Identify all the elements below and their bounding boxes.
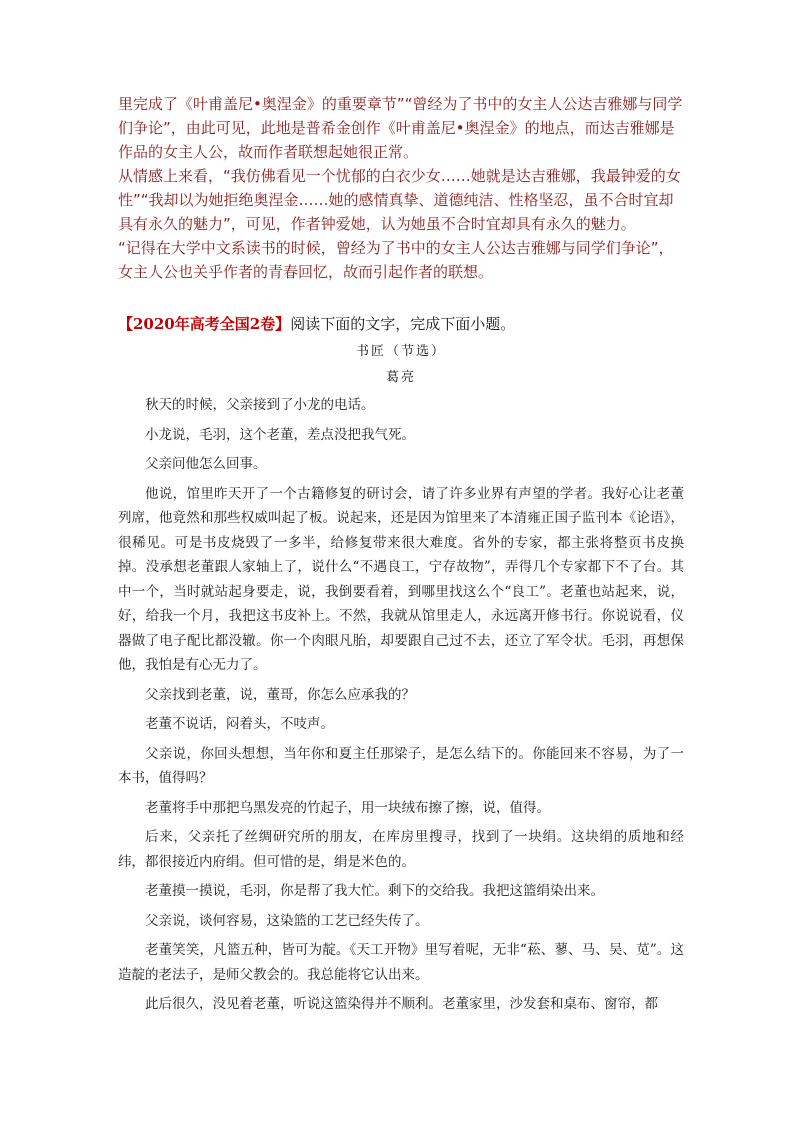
analysis-paragraph-2: 从情感上来看，“我仿佛看见一个忧郁的白衣少女……她就是达吉雅娜，我最钟爱的女性”“我却以为她拒绝奥涅金……她的感情真挚、道德纯洁、性格坚忍，虽不合时宜却具有永久的魅力”，可见，作者钟爱她，认为她虽不合时宜却具有永久的魅力。 bbox=[118, 167, 681, 233]
story-paragraph: 父亲说，你回头想想，当年你和夏主任那梁子，是怎么结下的。你能回来不容易，为了一本书，值得吗？ bbox=[118, 745, 684, 786]
story-paragraph: 父亲说，谈何容易，这染篮的工艺已经失传了。 bbox=[145, 912, 429, 929]
story-paragraph: 老董将手中那把乌黑发亮的竹起子，用一块绒布擦了擦，说，值得。 bbox=[145, 799, 550, 816]
story-paragraph: 老董不说话，闷着头，不吱声。 bbox=[145, 716, 334, 732]
story-author: 葛亮 bbox=[385, 370, 416, 385]
exam-source-tag: 【2020年高考全国2卷】 bbox=[118, 315, 291, 333]
story-title: 书匠（节选） bbox=[355, 344, 446, 359]
story-paragraph: 后来，父亲托了丝绸研究所的朋友，在库房里搜寻，找到了一块绢。这块绢的质地和经纬，都很接近内府绢。但可惜的是，绢是米色的。 bbox=[118, 829, 684, 870]
story-body bbox=[118, 393, 684, 1022]
analysis-section bbox=[118, 92, 684, 284]
story-paragraph: 秋天的时候，父亲接到了小龙的电话。 bbox=[145, 397, 375, 413]
story-paragraph: 老董摸一摸说，毛羽，你是帮了我大忙。剩下的交给我。我把这篮绢染出来。 bbox=[145, 883, 604, 899]
analysis-paragraph-1: 里完成了《叶甫盖尼•奥涅金》的重要章节”“曾经为了书中的女主人公达吉雅娜与同学们争论”，由此可见，此地是普希金创作《叶甫盖尼•奥涅金》的地点，而达吉雅娜是作品的女主人公，故而作者联想起她很正常。 bbox=[118, 95, 683, 161]
exam-instruction: 阅读下面的文字，完成下面小题。 bbox=[290, 315, 516, 333]
story-paragraph: 他说，馆里昨天开了一个古籍修复的研讨会，请了许多业界有声望的学者。我好心让老董列席，他竟然和那些权威叫起了板。说起来，还是因为馆里来了本清雍正国子监刊本《论语》，很稀见。可是书皮烧毁了一多半，给修复带来很大难度。省外的专家，都主张将整页书皮换掉。没承想老董跟人家轴上了，说什么“不遇良工，宁存故物”，弄得几个专家都下不了台。其中一个，当时就站起身要走，说，我倒要看着，到哪里找这么个“良工”。老董也站起来，说，好，给我一个月，我把这书皮补上。不然，我就从馆里走人，永远离开修书行。你说说看，仪器做了电子配比都没辙。你一个肉眼凡胎，却要跟自己过不去，还立了军令状。毛羽，再想保他，我怕是有心无力了。 bbox=[118, 485, 684, 673]
story-paragraph: 小龙说，毛羽，这个老董，差点没把我气死。 bbox=[145, 426, 415, 443]
story-paragraph: 此后很久，没见着老董，听说这篮染得并不顺利。老董家里，沙发套和桌布、窗帘，都 bbox=[145, 996, 658, 1012]
analysis-paragraph-3: “记得在大学中文系读书的时候，曾经为了书中的女主人公达吉雅娜与同学们争论”，女主人公也关乎作者的青春回忆，故而引起作者的联想。 bbox=[118, 239, 674, 281]
story-paragraph: 老董笑笑，凡篮五种，皆可为靛。《天工开物》里写着呢，无非“菘、蓼、马、吴、苋”。这造靛的老法子，是师父教会的。我总能将它认出来。 bbox=[118, 942, 684, 983]
exam-question-header bbox=[118, 312, 684, 336]
story-paragraph: 父亲找到老董，说，董哥，你怎么应承我的？ bbox=[145, 686, 415, 703]
story-paragraph: 父亲问他怎么回事。 bbox=[145, 456, 267, 472]
